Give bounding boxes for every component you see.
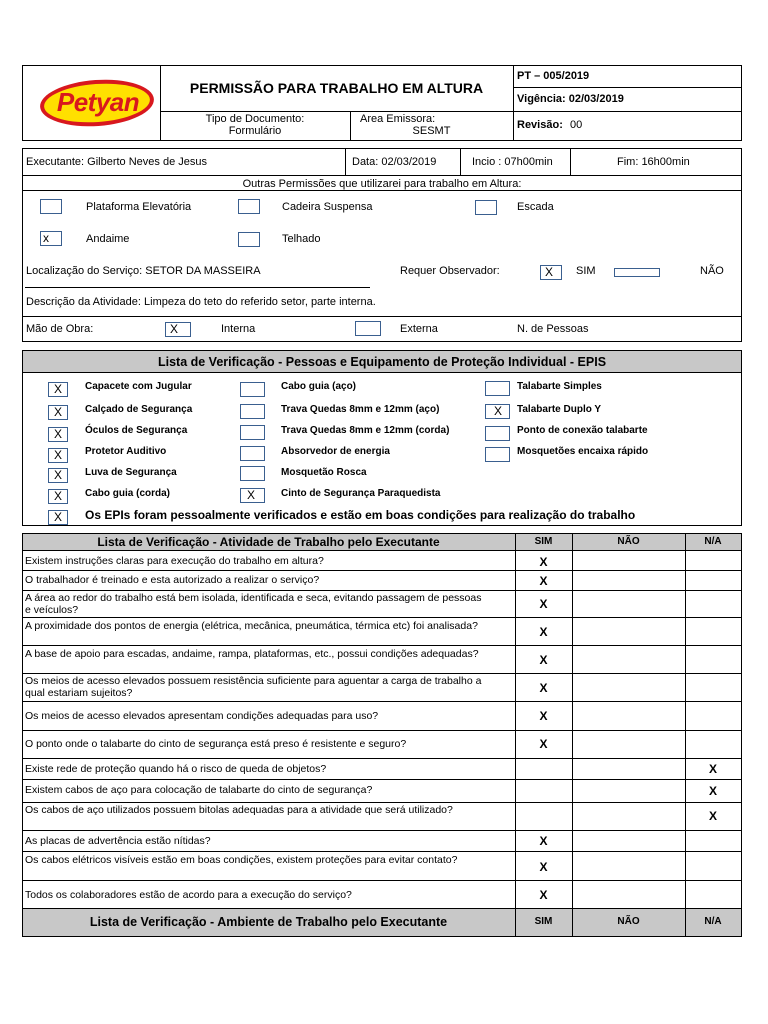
vigencia: Vigência: 02/03/2019 — [517, 93, 624, 105]
row-na-mark: X — [708, 762, 717, 776]
observador-nao-checkbox[interactable] — [614, 268, 660, 277]
table-row: O ponto onde o talabarte do cinto de segurança está preso é resistente e seguro? — [25, 738, 407, 750]
company-logo — [38, 78, 156, 128]
inicio: Incio : 07h00min — [472, 156, 553, 168]
row-sim-mark: X — [539, 555, 548, 569]
table-row: Existem instruções claras para execução do trabalho em altura? — [25, 555, 324, 567]
interna-label: Interna — [221, 323, 256, 335]
row-na-mark: X — [708, 784, 717, 798]
row-sim-mark: X — [539, 888, 548, 902]
revisao-label: Revisão: — [517, 119, 563, 131]
epi-checkbox[interactable] — [485, 381, 510, 396]
executante: Executante: Gilberto Neves de Jesus — [26, 156, 207, 168]
epi-checkbox[interactable] — [485, 447, 510, 462]
table-row: A área ao redor do trabalho está bem isolada, identificada e seca, evitando passagem de pessoas e veículos? — [25, 592, 482, 616]
data: Data: 02/03/2019 — [352, 156, 437, 168]
table-row: As placas de advertência estão nítidas? — [25, 835, 211, 847]
plataforma-checkbox[interactable] — [40, 199, 62, 214]
doc-type-value: Formulário — [228, 125, 282, 137]
epis-title: Lista de Verificação - Pessoas e Equipamento de Proteção Individual - EPIS — [157, 355, 607, 369]
row-sim-mark: X — [539, 653, 548, 667]
epi-label: Luva de Segurança — [85, 467, 177, 478]
localizacao: Localização do Serviço: SETOR DA MASSEIRA — [26, 265, 261, 277]
externa-label: Externa — [400, 323, 438, 335]
andaime-label: Andaime — [86, 233, 130, 245]
revisao-value: 00 — [570, 119, 583, 131]
area-value: SESMT — [412, 125, 451, 137]
row-sim-mark: X — [539, 681, 548, 695]
observador-sim-label: SIM — [576, 265, 596, 277]
row-sim-mark: X — [539, 574, 548, 588]
epi-label: Cinto de Segurança Paraquedista — [281, 488, 441, 499]
descricao: Descrição da Atividade: Limpeza do teto do referido setor, parte interna. — [26, 296, 376, 308]
table-row: Existe rede de proteção quando há o risco de queda de objetos? — [25, 763, 327, 775]
epi-label: Cabo guia (corda) — [85, 488, 171, 499]
epi-checkbox[interactable]: X — [48, 468, 68, 483]
telhado-checkbox[interactable] — [238, 232, 260, 247]
n-pessoas: N. de Pessoas — [517, 323, 589, 335]
area-label: Area Emissora: — [360, 113, 436, 125]
epi-label: Absorvedor de energia — [281, 446, 390, 457]
epi-checkbox[interactable] — [240, 446, 265, 461]
table-row: Existem cabos de aço para colocação de talabarte do cinto de segurança? — [25, 784, 373, 796]
row-sim-mark: X — [539, 860, 548, 874]
epi-label: Mosquetões encaixa rápido — [517, 446, 649, 457]
epi-label: Talabarte Simples — [517, 381, 602, 392]
row-na-mark: X — [708, 809, 717, 823]
epi-checkbox[interactable] — [240, 404, 265, 419]
plataforma-label: Plataforma Elevatória — [86, 201, 192, 213]
doc-type-label: Tipo de Documento: — [205, 113, 305, 125]
epi-label: Talabarte Duplo Y — [517, 404, 602, 415]
epi-checkbox[interactable]: X — [240, 488, 265, 503]
epis-box — [22, 350, 742, 526]
externa-checkbox[interactable] — [355, 321, 381, 336]
ambiente-col-sim: SIM — [534, 916, 553, 927]
epi-checkbox[interactable]: X — [48, 489, 68, 504]
col-na: N/A — [704, 536, 722, 547]
interna-checkbox[interactable]: X — [165, 322, 191, 337]
table-row: Todos os colaboradores estão de acordo para a execução do serviço? — [25, 889, 352, 901]
observador-nao-label: NÃO — [700, 265, 724, 277]
epi-checkbox[interactable]: X — [48, 427, 68, 442]
cadeira-checkbox[interactable] — [238, 199, 260, 214]
mao-de-obra: Mão de Obra: — [26, 323, 94, 335]
observador-sim-checkbox[interactable]: X — [540, 265, 562, 280]
escada-checkbox[interactable] — [475, 200, 497, 215]
escada-label: Escada — [517, 201, 554, 213]
epi-final-checkbox[interactable]: X — [48, 510, 68, 525]
checklist-title: Lista de Verificação - Atividade de Trabalho pelo Executante — [97, 535, 440, 549]
epi-label: Capacete com Jugular — [85, 381, 192, 392]
table-row: Os meios de acesso elevados apresentam condições adequadas para uso? — [25, 710, 379, 722]
epi-label: Mosquetão Rosca — [281, 467, 367, 478]
table-row: A base de apoio para escadas, andaime, rampa, plataformas, etc., possui condições adequadas? — [25, 648, 479, 660]
epi-checkbox[interactable]: X — [485, 404, 510, 419]
epi-final-label: Os EPIs foram pessoalmente verificados e estão em boas condições para realização do trabalho — [85, 508, 636, 522]
pt-number: PT – 005/2019 — [517, 70, 590, 82]
epi-label: Trava Quedas 8mm e 12mm (aço) — [281, 404, 440, 415]
outras-permissoes: Outras Permissões que utilizarei para trabalho em Altura: — [242, 178, 522, 190]
logo-text: Petyan — [56, 87, 140, 117]
epi-checkbox[interactable]: X — [48, 405, 68, 420]
table-row: Os cabos de aço utilizados possuem bitolas adequadas para a atividade que será utilizado? — [25, 804, 453, 816]
row-sim-mark: X — [539, 597, 548, 611]
epi-label: Cabo guia (aço) — [281, 381, 357, 392]
telhado-label: Telhado — [282, 233, 321, 245]
cadeira-label: Cadeira Suspensa — [282, 201, 373, 213]
requer-observador: Requer Observador: — [400, 265, 500, 277]
table-row: O trabalhador é treinado e esta autorizado a realizar o serviço? — [25, 574, 320, 586]
epi-checkbox[interactable]: X — [48, 448, 68, 463]
epi-checkbox[interactable] — [485, 426, 510, 441]
page-title: PERMISSÃO PARA TRABALHO EM ALTURA — [189, 80, 484, 96]
ambiente-title: Lista de Verificação - Ambiente de Trabalho pelo Executante — [89, 915, 448, 929]
epi-label: Protetor Auditivo — [85, 446, 167, 457]
fim: Fim: 16h00min — [617, 156, 690, 168]
row-sim-mark: X — [539, 834, 548, 848]
epi-checkbox[interactable]: X — [48, 382, 68, 397]
epi-label: Trava Quedas 8mm e 12mm (corda) — [281, 425, 450, 436]
epi-checkbox[interactable] — [240, 382, 265, 397]
epi-checkbox[interactable] — [240, 425, 265, 440]
table-row: Os meios de acesso elevados possuem resistência suficiente para aguentar a carga de trabalho a qual estariam sujeitos? — [25, 675, 482, 699]
col-nao: NÃO — [617, 536, 640, 547]
row-sim-mark: X — [539, 737, 548, 751]
table-row: Os cabos elétricos visíveis estão em boas condições, existem proteções para evitar contato? — [25, 854, 458, 866]
row-sim-mark: X — [539, 709, 548, 723]
table-row: A proximidade dos pontos de energia (elétrica, mecânica, pneumática, térmica etc) foi analisada? — [25, 620, 478, 632]
ambiente-col-na: N/A — [704, 916, 722, 927]
epi-label: Ponto de conexão talabarte — [517, 425, 648, 436]
col-sim: SIM — [534, 536, 553, 547]
epi-label: Calçado de Segurança — [85, 404, 193, 415]
row-sim-mark: X — [539, 625, 548, 639]
ambiente-col-nao: NÃO — [617, 916, 640, 927]
epi-checkbox[interactable] — [240, 466, 265, 481]
andaime-checkbox[interactable]: x — [40, 231, 62, 246]
epi-label: Óculos de Segurança — [85, 425, 188, 436]
